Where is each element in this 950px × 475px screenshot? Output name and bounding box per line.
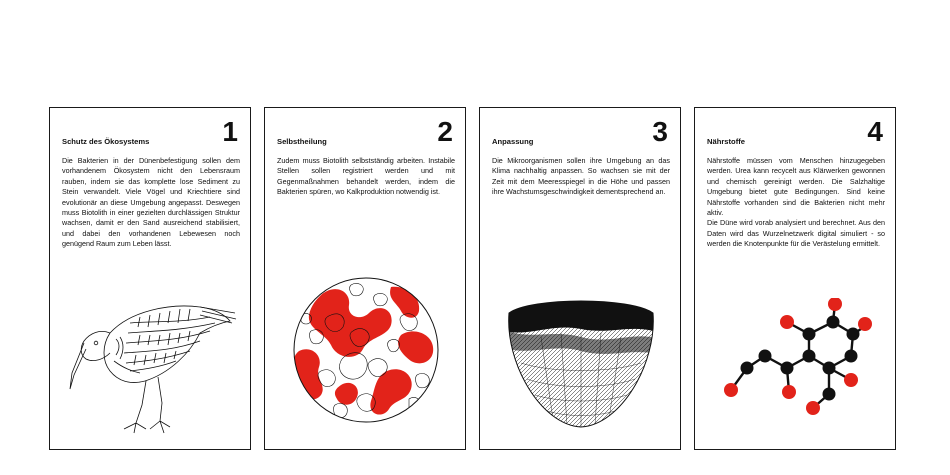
card-text: Die Mikroorganismen sollen ihre Umgebung an das Klima nachhaltig anpassen. So wachsen sie mit der Zeit mit dem Meeresspiegel in die Höhe und passen ihre Wachstumsgeschwindigkeit dementsprechend an. (492, 156, 670, 197)
card-number: 4 (867, 116, 883, 147)
card-title: Selbstheilung (277, 137, 327, 146)
dome-illustration (501, 293, 661, 433)
card-title: Anpassung (492, 137, 534, 146)
card-title: Nährstoffe (707, 137, 745, 146)
card-text: Zudem muss Biotolith selbstständig arbeiten. Instabile Stellen sollen registriert werden und mit Gegenmaßnahmen behandelt werden, indem die Bakterien spüren, wo Kalkproduktion notwendig ist. (277, 156, 455, 197)
card-number: 3 (652, 116, 668, 147)
bird-illustration (50, 293, 250, 443)
card-number: 2 (437, 116, 453, 147)
card-number: 1 (222, 116, 238, 147)
cell-circle-illustration (291, 275, 441, 425)
card-text: Nährstoffe müssen vom Menschen hinzugegeben werden. Urea kann recycelt aus Klärwerken gewonnen und chemisch gereinigt werden. Die Salzhaltige Umgebung bietet gute Bedingungen. Sind keine Nährstoffe vorhanden sind die Bakterien nicht mehr aktiv. Die Düne wird vorab analysiert und berechnet. Aus den Daten wird das Wurzelnetzwerk digital simuliert - so werden die Knotenpunkte für die Verästelung ermittelt. (707, 156, 885, 249)
card-anpassung (479, 107, 681, 450)
card-selbstheilung (264, 107, 466, 450)
card-naehrstoffe (694, 107, 896, 450)
card-text: Die Bakterien in der Dünenbefestigung sollen dem vorhandenem Ökosystem nicht den Lebensraum rauben, indem sie das komplette lose Sediment zu Stein verwandelt. Viele Vögel und Kriechtiere sind evolutionär an diese Umgebung angepasst. Deswegen muss Biotolith in einer gezielten durchlässigen Struktur wachsen, damit er den Sand ausreichend stabilisiert, und dabei den vorhandenen Lebewesen noch genügend Raum zum Leben lässt. (62, 156, 240, 249)
card-schutz (49, 107, 251, 450)
card-title: Schutz des Ökosystems (62, 137, 150, 146)
molecule-illustration (713, 298, 873, 428)
